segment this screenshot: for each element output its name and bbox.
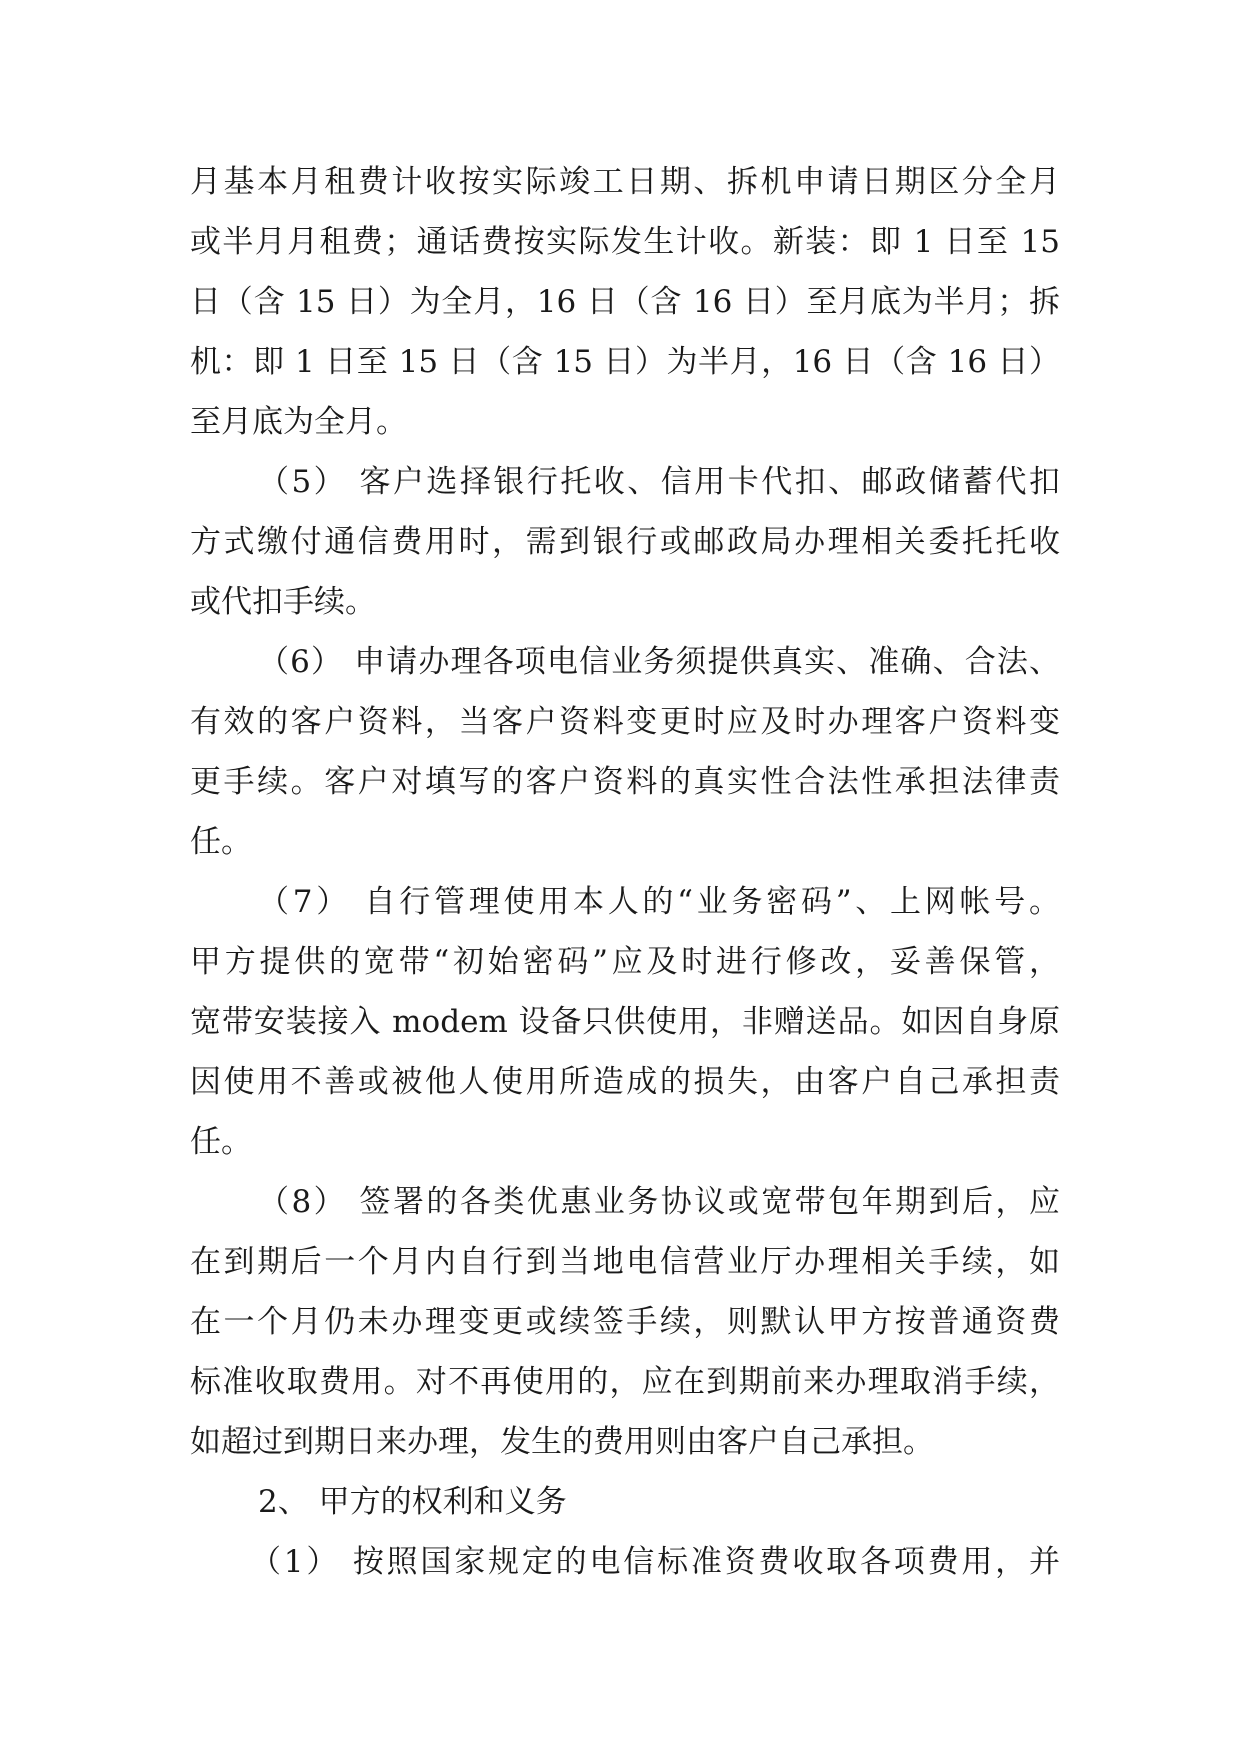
text-line: 甲方提供的宽带“初始密码”应及时进行修改，妥善保管， [190,944,1060,980]
list-item-5-start: （5） 客户选择银行托收、信用卡代扣、邮政储蓄代扣 [258,464,1060,500]
text-line: 因使用不善或被他人使用所造成的损失，由客户自己承担责 [190,1064,1060,1100]
text-line: 更手续。客户对填写的客户资料的真实性合法性承担法律责 [190,764,1060,800]
text-line: 在到期后一个月内自行到当地电信营业厅办理相关手续，如 [190,1244,1060,1280]
list-item-6-start: （6） 申请办理各项电信业务须提供真实、准确、合法、 [258,644,1060,680]
text-line: 标准收取费用。对不再使用的，应在到期前来办理取消手续， [190,1364,1060,1400]
text-line: 至月底为全月。 [190,404,407,440]
section-heading: 2、 甲方的权利和义务 [258,1484,567,1520]
text-line: 有效的客户资料，当客户资料变更时应及时办理客户资料变 [190,704,1060,740]
text-line: 月基本月租费计收按实际竣工日期、拆机申请日期区分全月 [190,164,1060,200]
text-line: 在一个月仍未办理变更或续签手续，则默认甲方按普通资费 [190,1304,1060,1340]
text-line: 任。 [190,824,252,860]
text-line: 日（含 15 日）为全月，16 日（含 16 日）至月底为半月；拆 [190,284,1060,320]
list-item-1-start: （1） 按照国家规定的电信标准资费收取各项费用，并 [250,1544,1060,1580]
text-line: 机：即 1 日至 15 日（含 15 日）为半月，16 日（含 16 日） [190,344,1060,380]
text-line: 如超过到期日来办理，发生的费用则由客户自己承担。 [190,1424,934,1460]
text-line: 或代扣手续。 [190,584,376,620]
text-line: 或半月月租费；通话费按实际发生计收。新装：即 1 日至 15 [190,224,1060,260]
text-line: 宽带安装接入 modem 设备只供使用，非赠送品。如因自身原 [190,1004,1060,1040]
list-item-8-start: （8） 签署的各类优惠业务协议或宽带包年期到后，应 [258,1184,1060,1220]
list-item-7-start: （7） 自行管理使用本人的“业务密码”、上网帐号。 [258,884,1060,920]
text-line: 任。 [190,1124,252,1160]
text-line: 方式缴付通信费用时，需到银行或邮政局办理相关委托托收 [190,524,1060,560]
